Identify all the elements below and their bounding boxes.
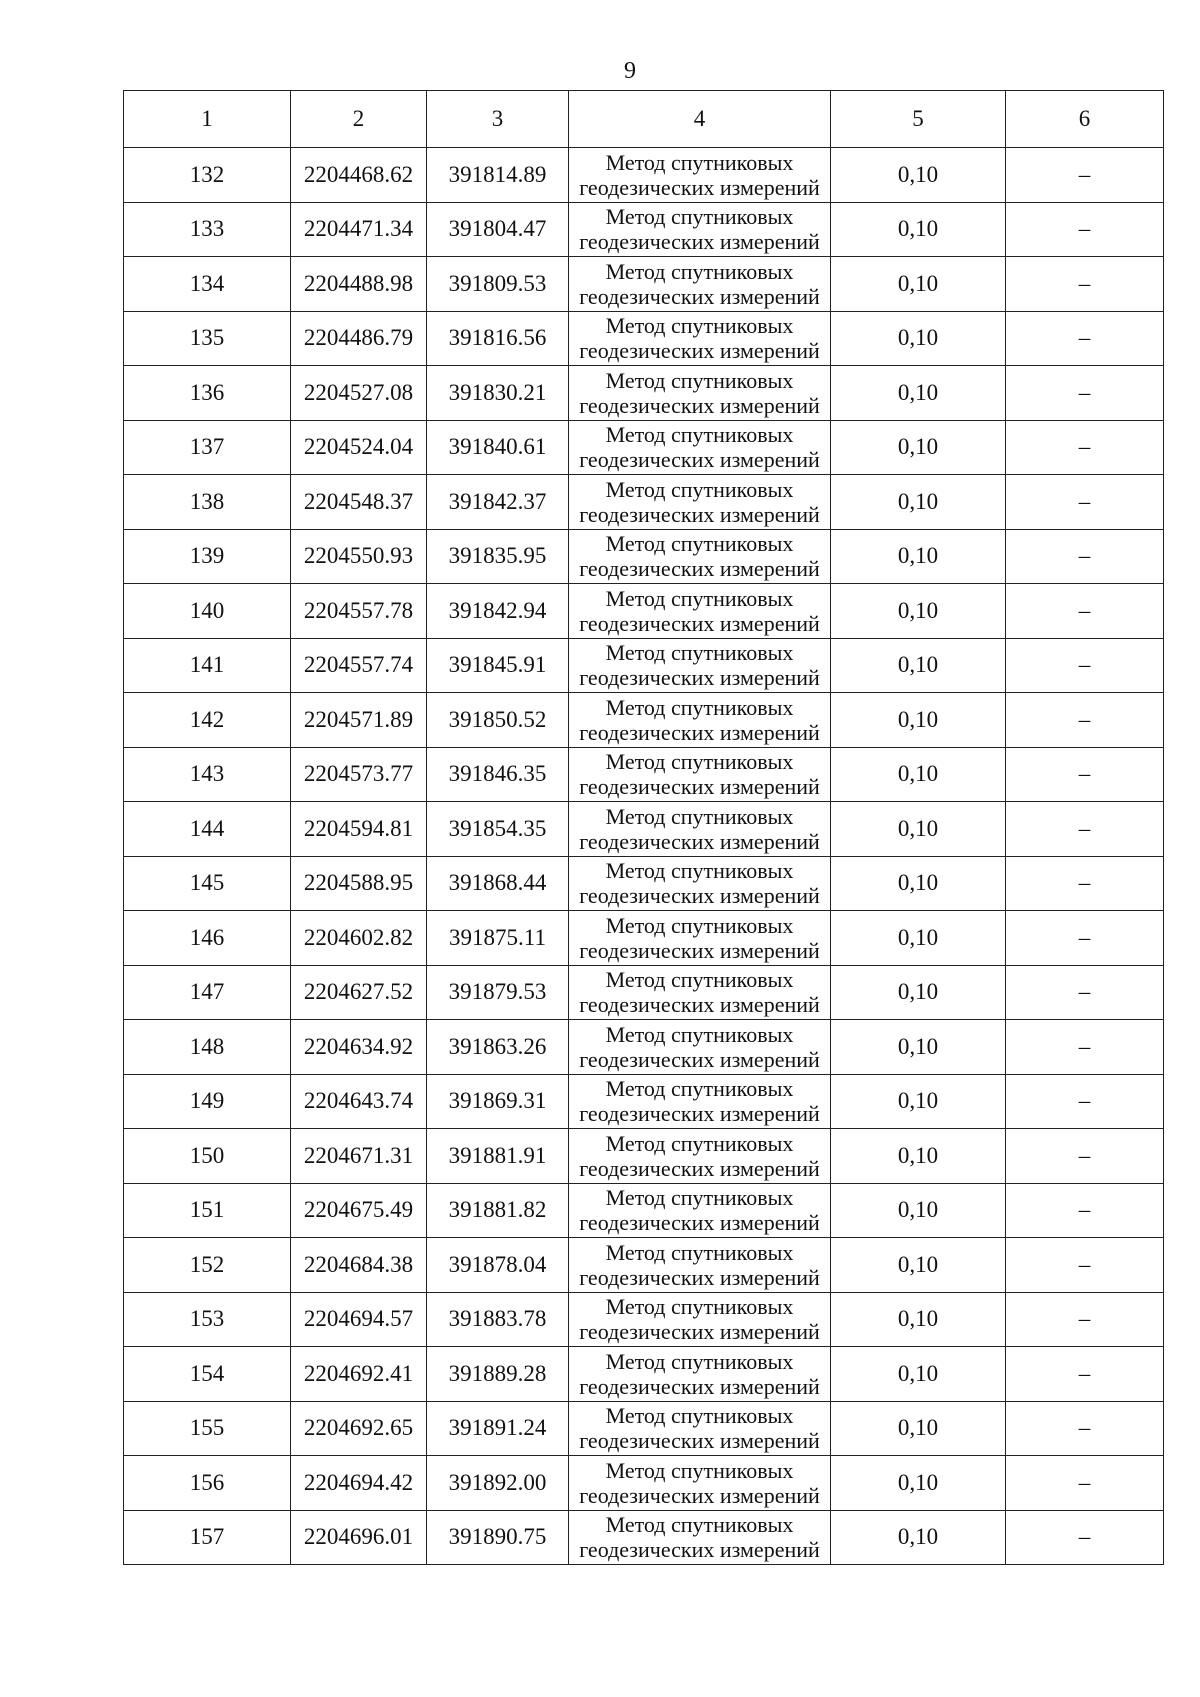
coordinate-x-cell: 2204692.41: [291, 1347, 427, 1402]
point-number-cell: 133: [124, 202, 291, 257]
point-number-cell: 144: [124, 802, 291, 857]
coordinate-y-cell: 391881.91: [427, 1129, 569, 1184]
accuracy-cell: 0,10: [831, 1510, 1006, 1565]
point-number-cell: 139: [124, 529, 291, 584]
accuracy-cell: 0,10: [831, 856, 1006, 911]
method-line-2: геодезических измерений: [579, 447, 820, 473]
coordinate-y-cell: 391868.44: [427, 856, 569, 911]
note-cell: –: [1006, 1020, 1164, 1075]
header-col-6: 6: [1006, 91, 1164, 148]
table-row: [124, 1074, 1164, 1129]
coordinate-x-cell: 2204527.08: [291, 366, 427, 421]
method-line-1: Метод спутниковых: [605, 1512, 794, 1538]
accuracy-cell: 0,10: [831, 911, 1006, 966]
table-row: [124, 747, 1164, 802]
table-row: [124, 257, 1164, 312]
coordinate-x-cell: 2204471.34: [291, 202, 427, 257]
note-cell: –: [1006, 420, 1164, 475]
coordinate-x-cell: 2204696.01: [291, 1510, 427, 1565]
accuracy-cell: 0,10: [831, 257, 1006, 312]
method-line-2: геодезических измерений: [579, 665, 820, 691]
coordinates-table: [123, 90, 1164, 1565]
coordinate-y-cell: 391830.21: [427, 366, 569, 421]
method-line-2: геодезических измерений: [579, 229, 820, 255]
coordinate-y-cell: 391809.53: [427, 257, 569, 312]
table-row: [124, 802, 1164, 857]
coordinate-x-cell: 2204594.81: [291, 802, 427, 857]
table-header: [124, 91, 1164, 148]
note-cell: –: [1006, 366, 1164, 421]
method-line-1: Метод спутниковых: [605, 749, 794, 775]
method-cell: [569, 311, 831, 366]
table-row: [124, 693, 1164, 748]
note-cell: –: [1006, 529, 1164, 584]
coordinate-y-cell: 391842.94: [427, 584, 569, 639]
method-cell: [569, 148, 831, 203]
point-number-cell: 137: [124, 420, 291, 475]
note-cell: –: [1006, 802, 1164, 857]
header-col-1: 1: [124, 91, 291, 148]
method-cell: [569, 366, 831, 421]
point-number-cell: 146: [124, 911, 291, 966]
table-row: [124, 856, 1164, 911]
method-cell: [569, 529, 831, 584]
method-line-1: Метод спутниковых: [605, 367, 794, 393]
accuracy-cell: 0,10: [831, 1183, 1006, 1238]
table-row: [124, 1238, 1164, 1293]
accuracy-cell: 0,10: [831, 1456, 1006, 1511]
accuracy-cell: 0,10: [831, 1074, 1006, 1129]
note-cell: –: [1006, 1238, 1164, 1293]
method-cell: [569, 1456, 831, 1511]
table-row: [124, 202, 1164, 257]
coordinate-x-cell: 2204634.92: [291, 1020, 427, 1075]
coordinate-y-cell: 391840.61: [427, 420, 569, 475]
method-line-2: геодезических измерений: [579, 1046, 820, 1072]
coordinate-y-cell: 391854.35: [427, 802, 569, 857]
note-cell: –: [1006, 148, 1164, 203]
note-cell: –: [1006, 584, 1164, 639]
point-number-cell: 151: [124, 1183, 291, 1238]
table-row: [124, 1401, 1164, 1456]
coordinate-x-cell: 2204524.04: [291, 420, 427, 475]
coordinate-x-cell: 2204694.57: [291, 1292, 427, 1347]
method-line-2: геодезических измерений: [579, 1319, 820, 1345]
table-row: [124, 148, 1164, 203]
accuracy-cell: 0,10: [831, 747, 1006, 802]
method-line-1: Метод спутниковых: [605, 585, 794, 611]
coordinate-y-cell: 391814.89: [427, 148, 569, 203]
note-cell: –: [1006, 747, 1164, 802]
method-line-1: Метод спутниковых: [605, 1348, 794, 1374]
method-line-1: Метод спутниковых: [605, 204, 794, 230]
method-line-2: геодезических измерений: [579, 1373, 820, 1399]
method-cell: [569, 965, 831, 1020]
method-line-1: Метод спутниковых: [605, 531, 794, 557]
coordinate-x-cell: 2204684.38: [291, 1238, 427, 1293]
method-cell: [569, 420, 831, 475]
coordinate-y-cell: 391875.11: [427, 911, 569, 966]
note-cell: –: [1006, 1401, 1164, 1456]
method-line-1: Метод спутниковых: [605, 858, 794, 884]
table-row: [124, 529, 1164, 584]
accuracy-cell: 0,10: [831, 475, 1006, 530]
coordinate-y-cell: 391850.52: [427, 693, 569, 748]
method-line-1: Метод спутниковых: [605, 1130, 794, 1156]
method-line-2: геодезических измерений: [579, 774, 820, 800]
method-cell: [569, 638, 831, 693]
method-cell: [569, 475, 831, 530]
table-row: [124, 1020, 1164, 1075]
table-row: [124, 1292, 1164, 1347]
coordinate-y-cell: 391878.04: [427, 1238, 569, 1293]
coordinate-x-cell: 2204627.52: [291, 965, 427, 1020]
note-cell: –: [1006, 693, 1164, 748]
note-cell: –: [1006, 638, 1164, 693]
accuracy-cell: 0,10: [831, 202, 1006, 257]
point-number-cell: 142: [124, 693, 291, 748]
coordinate-y-cell: 391889.28: [427, 1347, 569, 1402]
method-cell: [569, 1347, 831, 1402]
coordinate-y-cell: 391869.31: [427, 1074, 569, 1129]
point-number-cell: 152: [124, 1238, 291, 1293]
table-row: [124, 1347, 1164, 1402]
method-line-1: Метод спутниковых: [605, 967, 794, 993]
method-cell: [569, 1183, 831, 1238]
point-number-cell: 155: [124, 1401, 291, 1456]
point-number-cell: 149: [124, 1074, 291, 1129]
method-line-1: Метод спутниковых: [605, 422, 794, 448]
point-number-cell: 147: [124, 965, 291, 1020]
note-cell: –: [1006, 1510, 1164, 1565]
method-line-2: геодезических измерений: [579, 174, 820, 200]
table-row: [124, 638, 1164, 693]
accuracy-cell: 0,10: [831, 366, 1006, 421]
table-row: [124, 1129, 1164, 1184]
accuracy-cell: 0,10: [831, 1020, 1006, 1075]
method-line-1: Метод спутниковых: [605, 149, 794, 175]
coordinate-x-cell: 2204573.77: [291, 747, 427, 802]
coordinate-x-cell: 2204557.78: [291, 584, 427, 639]
method-cell: [569, 1020, 831, 1075]
method-cell: [569, 1129, 831, 1184]
method-cell: [569, 584, 831, 639]
method-cell: [569, 1074, 831, 1129]
point-number-cell: 157: [124, 1510, 291, 1565]
accuracy-cell: 0,10: [831, 311, 1006, 366]
coordinate-y-cell: 391879.53: [427, 965, 569, 1020]
accuracy-cell: 0,10: [831, 1129, 1006, 1184]
coordinate-y-cell: 391881.82: [427, 1183, 569, 1238]
point-number-cell: 134: [124, 257, 291, 312]
point-number-cell: 135: [124, 311, 291, 366]
method-line-2: геодезических измерений: [579, 1537, 820, 1563]
method-cell: [569, 693, 831, 748]
point-number-cell: 156: [124, 1456, 291, 1511]
method-cell: [569, 1401, 831, 1456]
method-cell: [569, 202, 831, 257]
coordinate-x-cell: 2204571.89: [291, 693, 427, 748]
method-cell: [569, 1238, 831, 1293]
point-number-cell: 141: [124, 638, 291, 693]
method-line-2: геодезических измерений: [579, 338, 820, 364]
method-line-1: Метод спутниковых: [605, 476, 794, 502]
method-line-1: Метод спутниковых: [605, 1239, 794, 1265]
point-number-cell: 136: [124, 366, 291, 421]
coordinate-x-cell: 2204486.79: [291, 311, 427, 366]
accuracy-cell: 0,10: [831, 638, 1006, 693]
coordinate-y-cell: 391892.00: [427, 1456, 569, 1511]
header-col-5: 5: [831, 91, 1006, 148]
coordinate-y-cell: 391846.35: [427, 747, 569, 802]
method-line-1: Метод спутниковых: [605, 1294, 794, 1320]
header-row: [124, 91, 1164, 148]
point-number-cell: 138: [124, 475, 291, 530]
header-col-3: 3: [427, 91, 569, 148]
method-line-1: Метод спутниковых: [605, 912, 794, 938]
coordinate-x-cell: 2204675.49: [291, 1183, 427, 1238]
page-number: 9: [624, 58, 636, 84]
table-row: [124, 1456, 1164, 1511]
method-line-2: геодезических измерений: [579, 1101, 820, 1127]
coordinate-y-cell: 391842.37: [427, 475, 569, 530]
method-line-2: геодезических измерений: [579, 937, 820, 963]
note-cell: –: [1006, 1129, 1164, 1184]
table-row: [124, 366, 1164, 421]
method-line-1: Метод спутниковых: [605, 1185, 794, 1211]
method-line-2: геодезических измерений: [579, 501, 820, 527]
coordinate-y-cell: 391845.91: [427, 638, 569, 693]
coordinate-y-cell: 391835.95: [427, 529, 569, 584]
coordinate-y-cell: 391891.24: [427, 1401, 569, 1456]
coordinate-x-cell: 2204602.82: [291, 911, 427, 966]
accuracy-cell: 0,10: [831, 1292, 1006, 1347]
coordinate-x-cell: 2204468.62: [291, 148, 427, 203]
accuracy-cell: 0,10: [831, 965, 1006, 1020]
method-cell: [569, 802, 831, 857]
table-body: [124, 148, 1164, 1565]
table-row: [124, 475, 1164, 530]
method-line-2: геодезических измерений: [579, 1210, 820, 1236]
method-line-2: геодезических измерений: [579, 828, 820, 854]
coordinate-x-cell: 2204557.74: [291, 638, 427, 693]
coordinate-x-cell: 2204692.65: [291, 1401, 427, 1456]
table-row: [124, 1183, 1164, 1238]
coordinate-x-cell: 2204548.37: [291, 475, 427, 530]
note-cell: –: [1006, 1347, 1164, 1402]
note-cell: –: [1006, 1456, 1164, 1511]
table-row: [124, 420, 1164, 475]
method-line-2: геодезических измерений: [579, 992, 820, 1018]
coordinate-y-cell: 391890.75: [427, 1510, 569, 1565]
coordinate-x-cell: 2204588.95: [291, 856, 427, 911]
point-number-cell: 148: [124, 1020, 291, 1075]
point-number-cell: 154: [124, 1347, 291, 1402]
note-cell: –: [1006, 1292, 1164, 1347]
accuracy-cell: 0,10: [831, 1238, 1006, 1293]
method-line-2: геодезических измерений: [579, 1482, 820, 1508]
method-line-1: Метод спутниковых: [605, 1403, 794, 1429]
method-cell: [569, 911, 831, 966]
coordinate-y-cell: 391883.78: [427, 1292, 569, 1347]
accuracy-cell: 0,10: [831, 148, 1006, 203]
method-line-1: Метод спутниковых: [605, 1021, 794, 1047]
method-cell: [569, 1292, 831, 1347]
note-cell: –: [1006, 257, 1164, 312]
method-line-2: геодезических измерений: [579, 556, 820, 582]
coordinate-y-cell: 391863.26: [427, 1020, 569, 1075]
point-number-cell: 145: [124, 856, 291, 911]
method-line-1: Метод спутниковых: [605, 1457, 794, 1483]
table-row: [124, 911, 1164, 966]
method-cell: [569, 856, 831, 911]
table-row: [124, 311, 1164, 366]
table-row: [124, 584, 1164, 639]
method-line-2: геодезических измерений: [579, 610, 820, 636]
note-cell: –: [1006, 475, 1164, 530]
method-line-2: геодезических измерений: [579, 1155, 820, 1181]
note-cell: –: [1006, 1183, 1164, 1238]
method-cell: [569, 257, 831, 312]
method-line-1: Метод спутниковых: [605, 694, 794, 720]
method-line-1: Метод спутниковых: [605, 258, 794, 284]
method-line-2: геодезических измерений: [579, 1264, 820, 1290]
method-line-2: геодезических измерений: [579, 719, 820, 745]
method-line-1: Метод спутниковых: [605, 313, 794, 339]
point-number-cell: 132: [124, 148, 291, 203]
note-cell: –: [1006, 911, 1164, 966]
method-line-2: геодезических измерений: [579, 883, 820, 909]
method-cell: [569, 1510, 831, 1565]
method-line-1: Метод спутниковых: [605, 803, 794, 829]
note-cell: –: [1006, 856, 1164, 911]
accuracy-cell: 0,10: [831, 802, 1006, 857]
accuracy-cell: 0,10: [831, 1401, 1006, 1456]
method-line-2: геодезических измерений: [579, 392, 820, 418]
method-line-1: Метод спутниковых: [605, 1076, 794, 1102]
note-cell: –: [1006, 202, 1164, 257]
coordinate-y-cell: 391804.47: [427, 202, 569, 257]
table-row: [124, 965, 1164, 1020]
header-col-2: 2: [291, 91, 427, 148]
accuracy-cell: 0,10: [831, 1347, 1006, 1402]
point-number-cell: 140: [124, 584, 291, 639]
method-line-2: геодезических измерений: [579, 1428, 820, 1454]
note-cell: –: [1006, 311, 1164, 366]
point-number-cell: 153: [124, 1292, 291, 1347]
coordinate-x-cell: 2204671.31: [291, 1129, 427, 1184]
accuracy-cell: 0,10: [831, 584, 1006, 639]
method-cell: [569, 747, 831, 802]
point-number-cell: 143: [124, 747, 291, 802]
coordinate-x-cell: 2204550.93: [291, 529, 427, 584]
header-col-4: 4: [569, 91, 831, 148]
note-cell: –: [1006, 1074, 1164, 1129]
coordinate-x-cell: 2204643.74: [291, 1074, 427, 1129]
coordinate-x-cell: 2204488.98: [291, 257, 427, 312]
accuracy-cell: 0,10: [831, 693, 1006, 748]
coordinate-x-cell: 2204694.42: [291, 1456, 427, 1511]
coordinate-y-cell: 391816.56: [427, 311, 569, 366]
note-cell: –: [1006, 965, 1164, 1020]
method-line-2: геодезических измерений: [579, 283, 820, 309]
table-row: [124, 1510, 1164, 1565]
accuracy-cell: 0,10: [831, 529, 1006, 584]
method-line-1: Метод спутниковых: [605, 640, 794, 666]
accuracy-cell: 0,10: [831, 420, 1006, 475]
point-number-cell: 150: [124, 1129, 291, 1184]
